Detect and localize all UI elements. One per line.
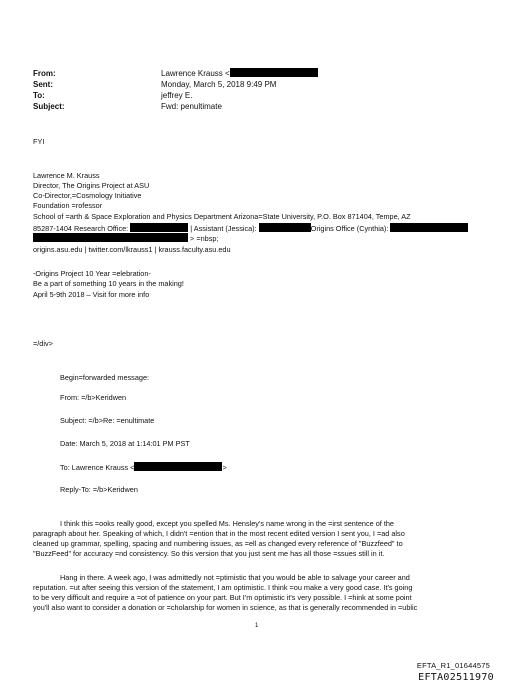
fwd-subject: Subject: =/b>Re: =enultimate: [60, 416, 155, 425]
fwd-from: From: =/b>Keridwen: [60, 393, 127, 402]
para2-line-3: to be very difficult and require a =ot of patience on your part. But I'm optimistic it's very possible. I =hink at some point: [33, 593, 412, 602]
from-text: Lawrence Krauss <: [161, 69, 230, 78]
bates-number-1: EFTA_R1_01644575: [416, 661, 490, 670]
para2-line-1: Hang in there. A week ago, I was admittedly not =ptimistic that you would be able to salvage your career and: [60, 573, 410, 582]
assistant-label: | Assistant (Jessica):: [190, 224, 257, 233]
subject-value: Fwd: penultimate: [161, 102, 222, 111]
promo-line-2: Be a part of something 10 years in the making!: [33, 279, 184, 288]
origins-office-label: Origins Office (Cynthia):: [310, 224, 389, 233]
para1-line-2: paragraph about her. Speaking of which, I didn't =ention that in the most recent edited version I sent you, I =ad also: [33, 529, 405, 538]
to-value: jeffrey E.: [161, 91, 193, 100]
sig-line-3: Co-Director,=Cosmology Initiative: [33, 191, 142, 200]
para1-line-3: cleaned up grammar, spelling, spacing and numbering issues, as =ell as changed every reference of "Buzzfeed" to: [33, 539, 403, 548]
from-label: From:: [33, 69, 56, 78]
sent-value: Monday, March 5, 2018 9:49 PM: [161, 80, 277, 89]
page-number: 1: [255, 623, 259, 629]
promo-line-1: -Origins Project 10 Year =elebration-: [33, 269, 151, 278]
sent-label: Sent:: [33, 80, 53, 89]
para1-line-4: "BuzzFeed" for accuracy =nd consistency. So this version that you just sent me has all those =ssues still in it.: [33, 549, 385, 558]
promo-line-3: April 5-9th 2018 – Visit for more info: [33, 290, 150, 299]
sig-line-4: Foundation =rofessor: [33, 201, 103, 210]
para2-line-2: reputation. =ut after seeing this version of the statement, I am optimistic. I think =ou make a very good case. It's going: [33, 583, 413, 592]
fwd-reply-to: Reply-To: =/b>Keridwen: [60, 485, 138, 494]
fyi-text: FYI: [33, 137, 45, 146]
sig-line-5: School of =arth & Space Exploration and Physics Department Arizona=State University, P.O. Box 871404, Tempe, AZ: [33, 212, 411, 221]
fwd-to-text: To: Lawrence Krauss <: [60, 463, 135, 472]
fwd-date: Date: March 5, 2018 at 1:14:01 PM PST: [60, 439, 190, 448]
subject-label: Subject:: [33, 102, 65, 111]
fwd-begin: Begin=forwarded message:: [60, 373, 150, 382]
redaction-box: [134, 462, 222, 471]
redaction-box: [130, 223, 188, 232]
to-label: To:: [33, 91, 45, 100]
sig-line-7: [33, 233, 218, 244]
sig-line-2: Director, The Origins Project at ASU: [33, 181, 150, 190]
redaction-box: [259, 223, 311, 232]
div-close-text: =/div>: [33, 339, 53, 348]
bates-number-2: EFTA02511970: [418, 672, 494, 683]
redaction-box: [230, 68, 318, 77]
fwd-to-end: >: [222, 463, 227, 472]
from-value: [161, 68, 318, 79]
para2-line-4: you'll also want to consider a donation or =cholarship for women in science, as that is generally recommended in =ublic: [33, 603, 418, 612]
para1-line-1: I think this =ooks really good, except you spelled Ms. Hensley's name wrong in the =irst sentence of the: [60, 519, 394, 528]
nbsp-text: > =nbsp;: [190, 234, 219, 243]
redaction-box: [33, 233, 188, 242]
sig-line-1: Lawrence M. Krauss: [33, 171, 100, 180]
redaction-box: [390, 223, 468, 232]
links-line: origins.asu.edu | twitter.com/lkrauss1 | krauss.faculty.asu.edu: [33, 245, 231, 254]
research-office-label: 85287-1404 Research Office:: [33, 224, 129, 233]
fwd-to: [60, 462, 227, 473]
sig-line-6: [33, 223, 468, 234]
